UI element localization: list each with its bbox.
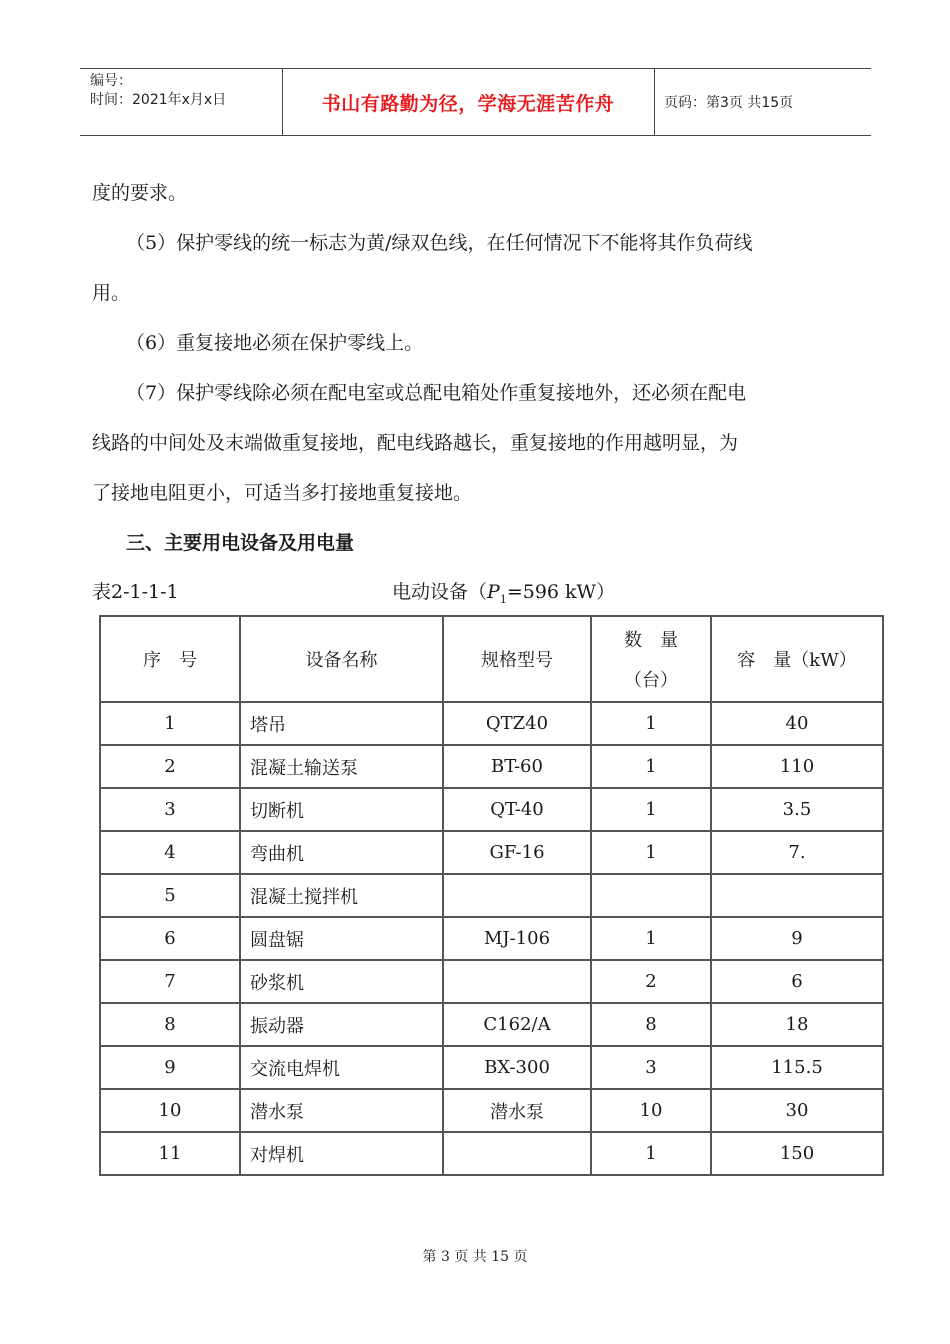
cell-seq: 7	[100, 960, 240, 1003]
header-time: 时间：2021年x月x日	[90, 92, 227, 108]
cell-seq: 11	[100, 1132, 240, 1175]
cell-seq: 9	[100, 1046, 240, 1089]
table-row	[100, 874, 883, 917]
cell-name: 塔吊	[240, 702, 443, 745]
table-row	[100, 831, 883, 874]
cell-seq: 8	[100, 1003, 240, 1046]
cell-model	[443, 1132, 591, 1175]
cell-name: 混凝土搅拌机	[240, 874, 443, 917]
cell-model: QTZ40	[443, 702, 591, 745]
cell-quantity: 1	[591, 702, 711, 745]
table-row	[100, 1132, 883, 1175]
header-capacity: 容 量（kW）	[711, 616, 883, 702]
cell-quantity: 1	[591, 1132, 711, 1175]
cell-name: 对焊机	[240, 1132, 443, 1175]
header-meta	[90, 72, 226, 110]
table-caption-label: 表2-1-1-1	[92, 581, 179, 603]
cell-capacity: 40	[711, 702, 883, 745]
cell-name: 混凝土输送泵	[240, 745, 443, 788]
paragraph-line: （5）保护零线的统一标志为黄/绿双色线，在任何情况下不能将其作负荷线	[126, 232, 753, 254]
cell-capacity: 6	[711, 960, 883, 1003]
cell-seq: 10	[100, 1089, 240, 1132]
cell-model: BT-60	[443, 745, 591, 788]
cell-capacity: 7.	[711, 831, 883, 874]
cell-model	[443, 874, 591, 917]
table-row	[100, 1089, 883, 1132]
cell-capacity	[711, 874, 883, 917]
cell-quantity: 1	[591, 831, 711, 874]
cell-seq: 5	[100, 874, 240, 917]
page-footer: 第 3 页 共 15 页	[422, 1249, 528, 1265]
cell-quantity: 10	[591, 1089, 711, 1132]
paragraph-line: 用。	[92, 282, 131, 304]
cell-model: GF-16	[443, 831, 591, 874]
table-row	[100, 917, 883, 960]
paragraph-line: 了接地电阻更小，可适当多打接地重复接地。	[92, 482, 473, 504]
cell-capacity: 115.5	[711, 1046, 883, 1089]
paragraph-line: （6）重复接地必须在保护零线上。	[126, 332, 424, 354]
cell-name: 砂浆机	[240, 960, 443, 1003]
cell-seq: 2	[100, 745, 240, 788]
header-number: 编号：	[90, 73, 132, 89]
cell-quantity	[591, 874, 711, 917]
header-divider	[654, 68, 655, 136]
table-header-row	[100, 616, 883, 702]
section-heading: 三、主要用电设备及用电量	[126, 532, 355, 554]
page-header	[80, 68, 871, 136]
table-caption-title: 电动设备（$P_1=596$ kW）	[392, 581, 616, 606]
cell-quantity: 1	[591, 917, 711, 960]
cell-model	[443, 960, 591, 1003]
cell-model: MJ-106	[443, 917, 591, 960]
cell-quantity: 3	[591, 1046, 711, 1089]
header-quantity: 数 量 （台）	[591, 616, 711, 702]
cell-name: 交流电焊机	[240, 1046, 443, 1089]
paragraph-line: 度的要求。	[92, 182, 188, 204]
cell-name: 圆盘锯	[240, 917, 443, 960]
cell-capacity: 30	[711, 1089, 883, 1132]
table-row	[100, 788, 883, 831]
header-name: 设备名称	[240, 616, 443, 702]
table-row	[100, 702, 883, 745]
cell-name: 振动器	[240, 1003, 443, 1046]
cell-quantity: 1	[591, 745, 711, 788]
cell-quantity: 2	[591, 960, 711, 1003]
header-seq: 序 号	[100, 616, 240, 702]
cell-seq: 6	[100, 917, 240, 960]
paragraph-line: （7）保护零线除必须在配电室或总配电箱处作重复接地外，还必须在配电	[126, 382, 747, 404]
cell-capacity: 9	[711, 917, 883, 960]
table-row	[100, 960, 883, 1003]
header-motto: 书山有路勤为径，学海无涯苦作舟	[321, 92, 615, 115]
table-row	[100, 1046, 883, 1089]
cell-capacity: 3.5	[711, 788, 883, 831]
cell-name: 潜水泵	[240, 1089, 443, 1132]
paragraph-line: 线路的中间处及末端做重复接地，配电线路越长，重复接地的作用越明显，为	[92, 432, 739, 454]
cell-seq: 4	[100, 831, 240, 874]
cell-model: QT-40	[443, 788, 591, 831]
cell-seq: 1	[100, 702, 240, 745]
cell-capacity: 18	[711, 1003, 883, 1046]
table-row	[100, 1003, 883, 1046]
cell-capacity: 150	[711, 1132, 883, 1175]
cell-name: 切断机	[240, 788, 443, 831]
cell-capacity: 110	[711, 745, 883, 788]
cell-quantity: 1	[591, 788, 711, 831]
table-row	[100, 745, 883, 788]
cell-name: 弯曲机	[240, 831, 443, 874]
header-model: 规格型号	[443, 616, 591, 702]
cell-quantity: 8	[591, 1003, 711, 1046]
equipment-table	[99, 615, 884, 1176]
cell-seq: 3	[100, 788, 240, 831]
cell-model: BX-300	[443, 1046, 591, 1089]
cell-model: C162/A	[443, 1003, 591, 1046]
cell-model: 潜水泵	[443, 1089, 591, 1132]
header-page-info: 页码：第3页 共15页	[664, 95, 794, 111]
